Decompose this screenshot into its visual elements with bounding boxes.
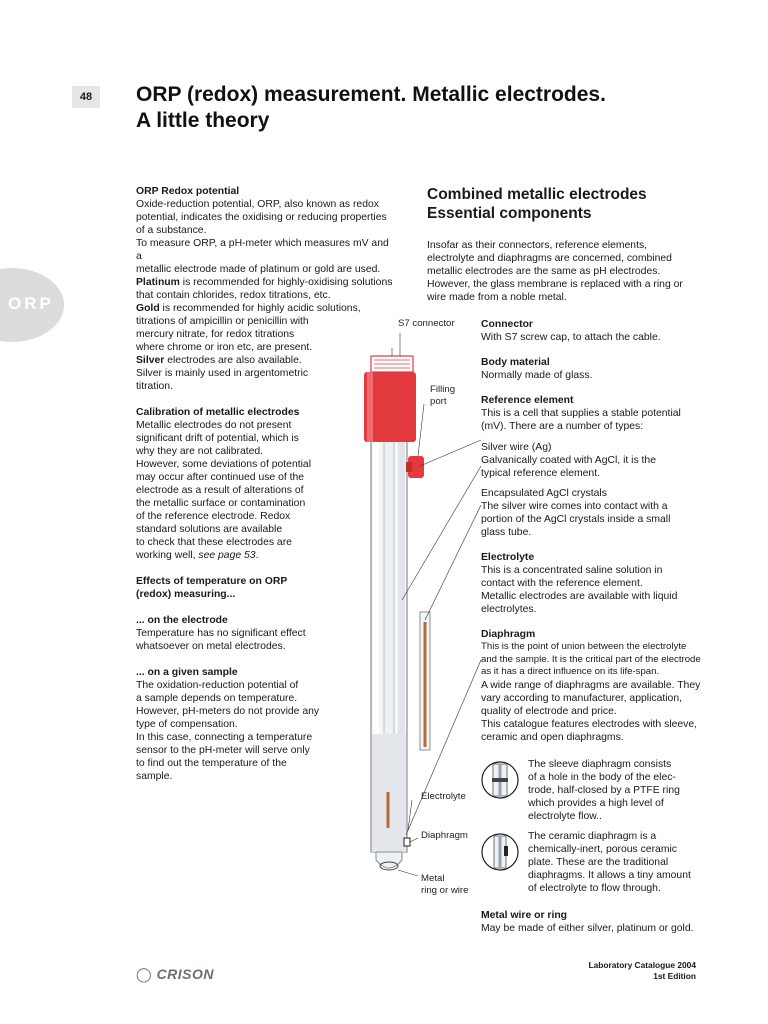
page-number: 48: [72, 86, 100, 108]
section-tab-label: ORP: [8, 294, 54, 313]
catalogue-footer: Laboratory Catalogue 2004 1st Edition: [588, 960, 696, 981]
sample-line: to find out the temperature of the: [136, 758, 287, 769]
page-title: [136, 82, 606, 134]
calibration-line: the metallic surface or contamination: [136, 498, 306, 509]
orp-line: Oxide-reduction potential, ORP, also known as redox: [136, 199, 379, 210]
title-line-2: A little theory: [136, 109, 270, 132]
components-heading-line-1: Combined metallic electrodes: [427, 186, 647, 203]
temperature-heading-2: (redox) measuring...: [136, 589, 236, 600]
gold-line: Gold is recommended for highly acidic solutions,: [136, 303, 361, 314]
body-material-block: Body material Normally made of glass.: [481, 357, 593, 381]
sample-line: The oxidation-reduction potential of: [136, 680, 299, 691]
calibration-line: may occur after continued use of the: [136, 472, 305, 483]
agcl-crystals-block: Encapsulated AgCl crystals The silver wire comes into contact with a portion of the AgCl crystals inside a small glass tube.: [481, 488, 671, 538]
section-tab-orp: [0, 268, 64, 342]
electrode-line: whatsoever on metal electrodes.: [136, 641, 286, 652]
calibration-line: However, some deviations of potential: [136, 459, 312, 470]
sample-line: sample.: [136, 771, 173, 782]
sample-line: a sample depends on temperature.: [136, 693, 298, 704]
calibration-last-line: working well, see page 53.: [136, 550, 259, 561]
components-intro: Insofar as their connectors, reference elements, electrolyte and diaphragms are concerned, combined metallic electrodes are the same as pH electrodes. However, the glass membrane is replaced with a ring or wire made from a noble metal.: [427, 240, 683, 303]
label-diaphragm: Diaphragm: [421, 830, 468, 841]
reference-element-block: Reference element This is a cell that supplies a stable potential (mV). There are a number of types:: [481, 395, 681, 432]
sample-line: type of compensation.: [136, 719, 238, 730]
on-electrode-heading: ... on the electrode: [136, 615, 228, 626]
components-heading-line-2: Essential components: [427, 205, 592, 222]
calibration-line: Metallic electrodes do not present: [136, 420, 292, 431]
calibration-line: standard solutions are available: [136, 524, 283, 535]
sleeve-diaphragm-block: The sleeve diaphragm consists of a hole in the body of the elec- trode, half-closed by a PTFE ring which provides a high level of electrolyte flow..: [528, 759, 680, 822]
sample-line: In this case, connecting a temperature: [136, 732, 313, 743]
label-metal-ring: Metal ring or wire: [421, 873, 469, 896]
gold-line: titrations of ampicillin or penicillin with: [136, 316, 309, 327]
calibration-line: electrode as a result of alterations of: [136, 485, 304, 496]
label-filling-port: Filling port: [430, 384, 456, 407]
on-sample-heading: ... on a given sample: [136, 667, 238, 678]
sample-line: However, pH-meters do not provide any: [136, 706, 320, 717]
metal-wire: [387, 792, 390, 828]
silver-line: titration.: [136, 381, 173, 392]
orp-line: of a substance.: [136, 225, 207, 236]
connector-block: Connector With S7 screw cap, to attach the cable.: [481, 319, 661, 343]
logo-mark-icon: ◯: [136, 966, 153, 982]
gold-line: mercury nitrate, for redox titrations: [136, 329, 295, 340]
title-line-1: ORP (redox) measurement. Metallic electrodes.: [136, 83, 606, 106]
diaphragm-marker: [404, 838, 410, 846]
electrode-diagram: [340, 330, 490, 890]
calibration-line: of the reference electrode. Redox: [136, 511, 291, 522]
ceramic-diaphragm-block: The ceramic diaphragm is a chemically-inert, porous ceramic plate. These are the traditional diaphragms. It allows a tiny amount of electrolyte to flow through.: [528, 831, 691, 894]
label-s7-connector: S7 connector: [398, 318, 455, 329]
orp-heading: ORP Redox potential: [136, 186, 240, 197]
temperature-heading: Effects of temperature on ORP: [136, 576, 288, 587]
gold-line: where chrome or iron etc, are present.: [136, 342, 313, 353]
crison-logo: ◯ CRISON: [136, 966, 215, 982]
electrolyte-block: Electrolyte This is a concentrated saline solution in contact with the reference element. Metallic electrodes are available with liquid electrolytes.: [481, 552, 678, 615]
silver-wire-block: Silver wire (Ag) Galvanically coated with AgCl, it is the typical reference element.: [481, 442, 656, 479]
label-electrolyte: Electrolyte: [421, 791, 466, 802]
orp-line: To measure ORP, a pH-meter which measures mV and a: [136, 238, 389, 262]
calibration-line: significant drift of potential, which is: [136, 433, 299, 444]
orp-line: potential, indicates the oxidising or reducing properties: [136, 212, 387, 223]
electrode-line: Temperature has no significant effect: [136, 628, 306, 639]
silver-line: Silver electrodes are also available.: [136, 355, 302, 366]
diaphragm-block: Diaphragm This is the point of union between the electrolyte and the sample. It is the critical part of the electrode as it has a direct influence on its life-span. A wide range of diaphragms are available. They vary according to manufacturer, application, quality of electrode and price. This catalogue features electrodes with sleeve, ceramic and open diaphragms.: [481, 629, 701, 743]
platinum-line: Platinum is recommended for highly-oxidising solutions: [136, 277, 393, 288]
components-heading: [427, 185, 647, 223]
silver-line: Silver is mainly used in argentometric: [136, 368, 309, 379]
sample-line: sensor to the pH-meter will serve only: [136, 745, 310, 756]
metal-wire-block: Metal wire or ring May be made of either silver, platinum or gold.: [481, 910, 694, 934]
page-reference-link: see page 53: [198, 550, 256, 561]
calibration-line: to check that these electrodes are: [136, 537, 292, 548]
platinum-line-2: that contain chlorides, redox titrations, etc.: [136, 290, 331, 301]
calibration-heading: Calibration of metallic electrodes: [136, 407, 300, 418]
orp-line: metallic electrode made of platinum or gold are used.: [136, 264, 381, 275]
calibration-line: why they are not calibrated.: [136, 446, 264, 457]
